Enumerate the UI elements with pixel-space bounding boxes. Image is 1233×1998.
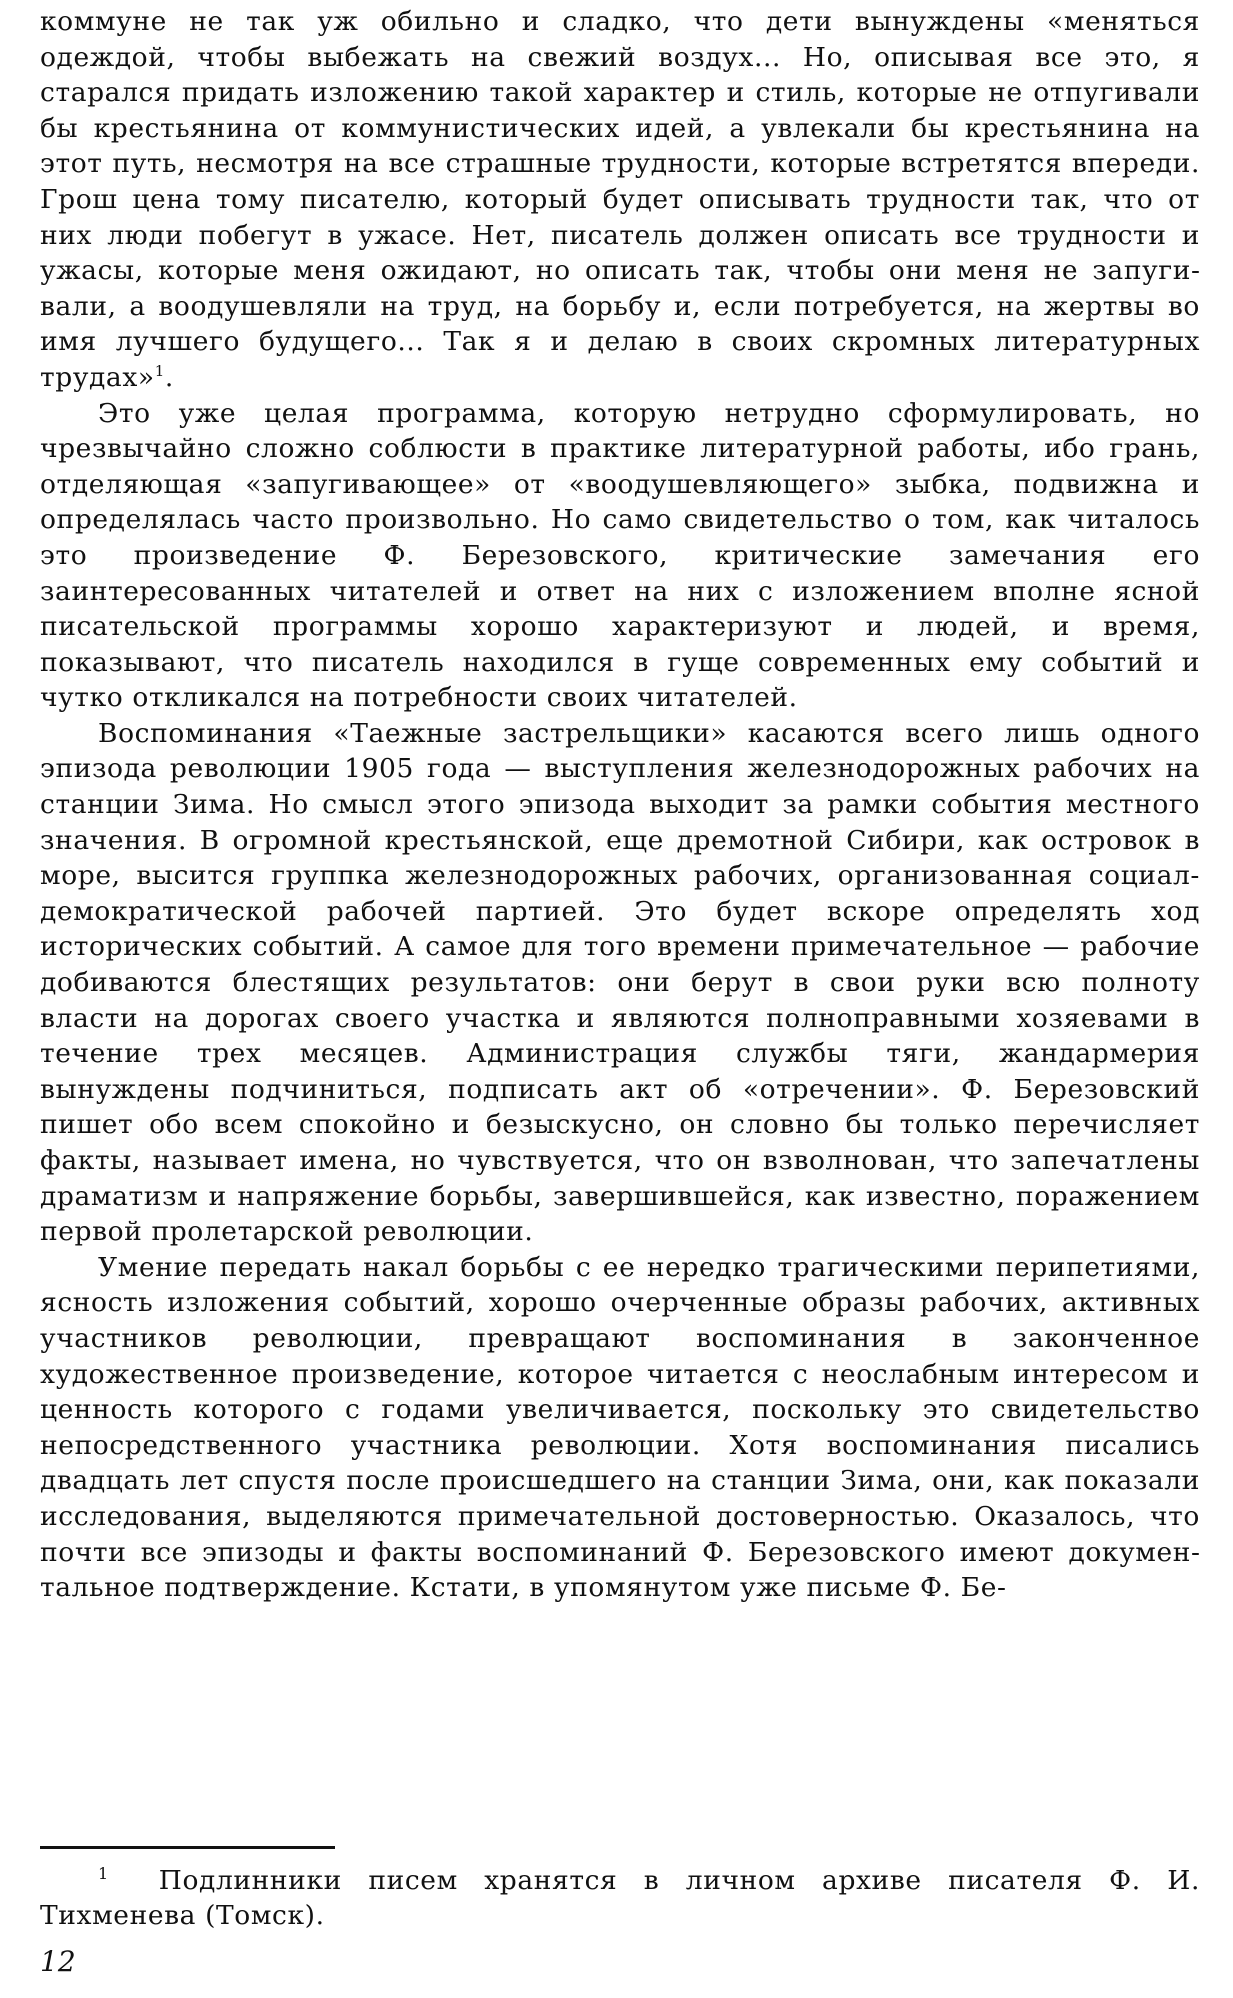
body-text xyxy=(40,4,1200,1606)
footnote: 1 Подлинники писем хранятся в личном архиве писателя Ф. И. Тихменева (Томск). xyxy=(40,1864,1200,1931)
footnote-divider xyxy=(40,1846,335,1849)
paragraph-4: Умение передать накал борьбы с ее нередко трагическими перипетиями, ясность изложения событий, хорошо очерченные образы рабочих, активных участников революции, превращают воспоминания в законченное художественное произведение, которое читается с неослабным интересом и ценность которого с годами увеличивается, поскольку это свидетельство непосредственного участника революции. Хотя воспоминания писались двадцать лет спустя после происшедшего на станции Зима, они, как показали исследования, выделяются примечательной достоверностью. Оказалось, что почти все эпизоды и факты воспоминаний Ф. Березовского имеют документальное подтверждение. Кстати, в упомянутом уже письме Ф. Бе- xyxy=(40,1251,1200,1604)
paragraph-1 xyxy=(40,4,1200,396)
paragraph-3: Воспоминания «Таежные застрельщики» касаются всего лишь одного эпизода революции 1905 года — выступления железнодорожных рабочих на станции Зима. Но смысл этого эпизода выходит за рамки события местного значения. В огромной крестьянской, еще дремотной Сибири, как островок в море, высится группка железнодорожных рабочих, организованная социал-демократической рабочей партией. Это будет вскоре определять ход исторических событий. А самое для того времени примечательное — рабочие добиваются блестящих результатов: они берут в свои руки всю полноту власти на дорогах своего участка и являются полноправными хозяевами в течение трех месяцев. Администрация службы тяги, жандармерия вынуждены подчиниться, подписать акт об «отречении». Ф. Березовский пишет обо всем спокойно и безыскусно, он словно бы только перечисляет факты, называет имена, но чувствуется, что он взволнован, что запечатлены драматизм и напряжение борьбы, завершившейся, как известно, поражением первой пролетарской революции. xyxy=(40,717,1200,1248)
paragraph-1-tail: . xyxy=(164,361,174,393)
page-number: 12 xyxy=(40,1945,76,1978)
footnote-reference: 1 xyxy=(154,361,165,380)
paragraph-1-text: коммуне не так уж обильно и сладко, что дети вынуждены «меняться одеждой, чтобы выбежать на свежий воздух... Но, описывая все это, я старался придать изложению такой характер и стиль, которые не отпугивали бы крестьянина от коммунистических идей, а увлекали бы крестьянина на этот путь, несмотря на все страшные трудности, которые встретятся впереди. Грош цена тому писателю, который будет описывать трудности так, что от них люди побегут в ужасе. Нет, писатель должен описать все трудности и ужасы, которые меня ожидают, но описать так, чтобы они меня не запугивали, а воодушевляли на труд, на борьбу и, если потребуется, на жертвы во имя лучшего будущего... Так я и делаю в своих скромных литературных трудах» xyxy=(40,6,1200,393)
footnote-text: Подлинники писем хранятся в личном архиве писателя Ф. И. Тихменева (Томск). xyxy=(40,1865,1200,1931)
paragraph-2: Это уже целая программа, которую нетрудно сформулировать, но чрезвычайно сложно соблюсти в практике литературной работы, ибо грань, отделяющая «запугивающее» от «воодушевляющего» зыбка, подвижна и определялась часто произвольно. Но само свидетельство о том, как читалось это произведение Ф. Березовского, критические замечания его заинтересованных читателей и ответ на них с изложением вполне ясной писательской программы хорошо характеризуют и людей, и время, показывают, что писатель находился в гуще современных ему событий и чутко откликался на потребности своих читателей. xyxy=(40,397,1200,714)
